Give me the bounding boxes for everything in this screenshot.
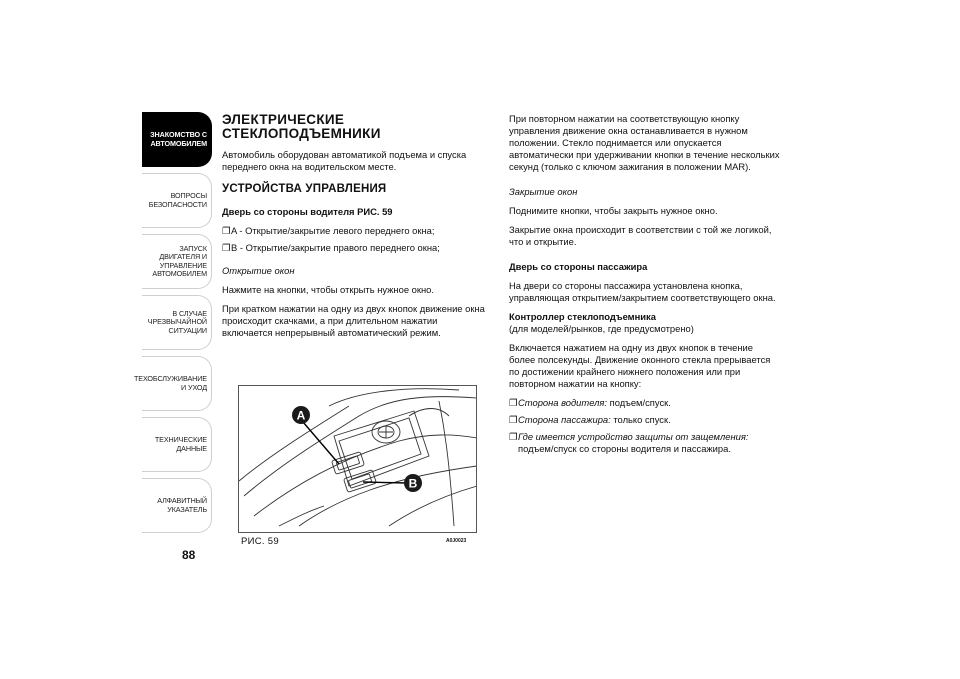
intro-text: Автомобиль оборудован автоматикой подъема и спуска переднего окна на водительском месте.: [222, 149, 467, 172]
callout-a-label: A: [296, 408, 306, 423]
checkbox-bullet-icon: ❐: [222, 225, 231, 236]
chapter-tab-label: В СЛУЧАЕ ЧРЕЗВЫЧАЙНОЙ СИТУАЦИИ: [147, 308, 207, 335]
chapter-tab-label: ВОПРОСЫ БЕЗОПАСНОСТИ: [148, 191, 207, 209]
passenger-side-text: только спуск.: [610, 414, 671, 425]
page-number: 88: [182, 548, 196, 562]
chapter-tab-starting[interactable]: [142, 234, 212, 289]
controller-block: [509, 311, 781, 335]
driver-door-heading: Дверь со стороны водителя РИС. 59: [222, 206, 393, 217]
chapter-tab-label: ТЕХНИЧЕСКИЕ ДАННЫЕ: [154, 435, 207, 453]
list-item: [222, 225, 490, 237]
list-item: [509, 431, 781, 455]
callout-line-b: [363, 482, 407, 483]
chapter-tab-intro[interactable]: [142, 112, 212, 167]
right-column: [509, 113, 781, 460]
title-line-2: СТЕКЛОПОДЪЕМНИКИ: [222, 126, 381, 141]
callout-b-label: B: [408, 476, 418, 491]
chapter-tab-label: ЗНАКОМСТВО С АВТОМОБИЛЕМ: [150, 130, 207, 148]
chapter-tab-safety[interactable]: [142, 173, 212, 228]
checkbox-bullet-icon: ❐: [222, 242, 231, 253]
chapter-tab-label: ТЕХОБСЛУЖИВАНИЕ И УХОД: [133, 374, 207, 392]
anti-pinch-text: подъем/спуск со стороны водителя и пассажира.: [518, 443, 731, 454]
page-title: [222, 113, 490, 141]
controller-heading: Контроллер стеклоподъемника: [509, 311, 656, 322]
driver-side-label: Сторона водителя:: [518, 397, 608, 408]
opening-text-1: Нажмите на кнопки, чтобы открыть нужное окно.: [222, 284, 434, 295]
list-item: [509, 414, 781, 426]
opening-text-2: При кратком нажатии на одну из двух кнопок движение окна происходит скачками, а при длительном нажатии включается непрерывный автоматический режим.: [222, 303, 485, 338]
item-a-text: A - Открытие/закрытие левого переднего окна;: [231, 225, 435, 236]
chapter-tab-emergency[interactable]: [142, 295, 212, 350]
closing-subheading: Закрытие окон: [509, 186, 578, 197]
section-heading: УСТРОЙСТВА УПРАВЛЕНИЯ: [222, 183, 387, 195]
passenger-door-heading: Дверь со стороны пассажира: [509, 261, 648, 272]
chapter-tab-label: АЛФАВИТНЫЙ УКАЗАТЕЛЬ: [157, 496, 207, 514]
chapter-tab-index[interactable]: [142, 478, 212, 533]
passenger-door-text: На двери со стороны пассажира установлена кнопка, управляющая открытием/закрытием соответствующего окна.: [509, 280, 776, 303]
window-switch-figure: [238, 385, 477, 533]
chapter-tab-maintenance[interactable]: [133, 356, 212, 411]
closing-text-1: Поднимите кнопки, чтобы закрыть нужное окно.: [509, 205, 718, 216]
checkbox-bullet-icon: ❐: [509, 414, 518, 425]
repeat-press-text: При повторном нажатии на соответствующую кнопку управления движение окна останавливается в нужном положении. Стекло поднимается или опускается автоматически при удерживании кнопки в течение нескольких секунд (только с ключом зажигания в положении MAR).: [509, 113, 780, 172]
item-b-text: B - Открытие/закрытие правого переднего окна;: [231, 242, 440, 253]
opening-subheading: Открытие окон: [222, 265, 295, 276]
door-panel-illustration: [239, 386, 477, 533]
closing-text-2: Закрытие окна происходит в соответствии с той же логикой, что и открытие.: [509, 224, 772, 247]
driver-side-text: подъем/спуск.: [607, 397, 671, 408]
chapter-tab-technical[interactable]: [142, 417, 212, 472]
list-item: [509, 397, 781, 409]
chapter-tab-label: ЗАПУСК ДВИГАТЕЛЯ И УПРАВЛЕНИЕ АВТОМОБИЛЕМ: [152, 243, 207, 278]
figure-code: A0J0023: [446, 538, 467, 544]
passenger-side-label: Сторона пассажира:: [518, 414, 611, 425]
checkbox-bullet-icon: ❐: [509, 431, 518, 442]
title-line-1: ЭЛЕКТРИЧЕСКИЕ: [222, 112, 345, 127]
list-item: [222, 242, 490, 254]
controller-text: Включается нажатием на одну из двух кнопок в течение более полсекунды. Движение оконного стекла прерывается по достижении крайнего нижнего положения или при повторном нажатии на кнопку:: [509, 342, 771, 389]
anti-pinch-label: Где имеется устройство защиты от защемления:: [518, 431, 749, 442]
chapter-sidebar: [133, 112, 212, 539]
figure-caption: РИС. 59: [241, 536, 279, 547]
left-column: [222, 113, 490, 346]
checkbox-bullet-icon: ❐: [509, 397, 518, 408]
controller-note: (для моделей/рынков, где предусмотрено): [509, 323, 694, 334]
callout-line-a: [303, 422, 339, 464]
